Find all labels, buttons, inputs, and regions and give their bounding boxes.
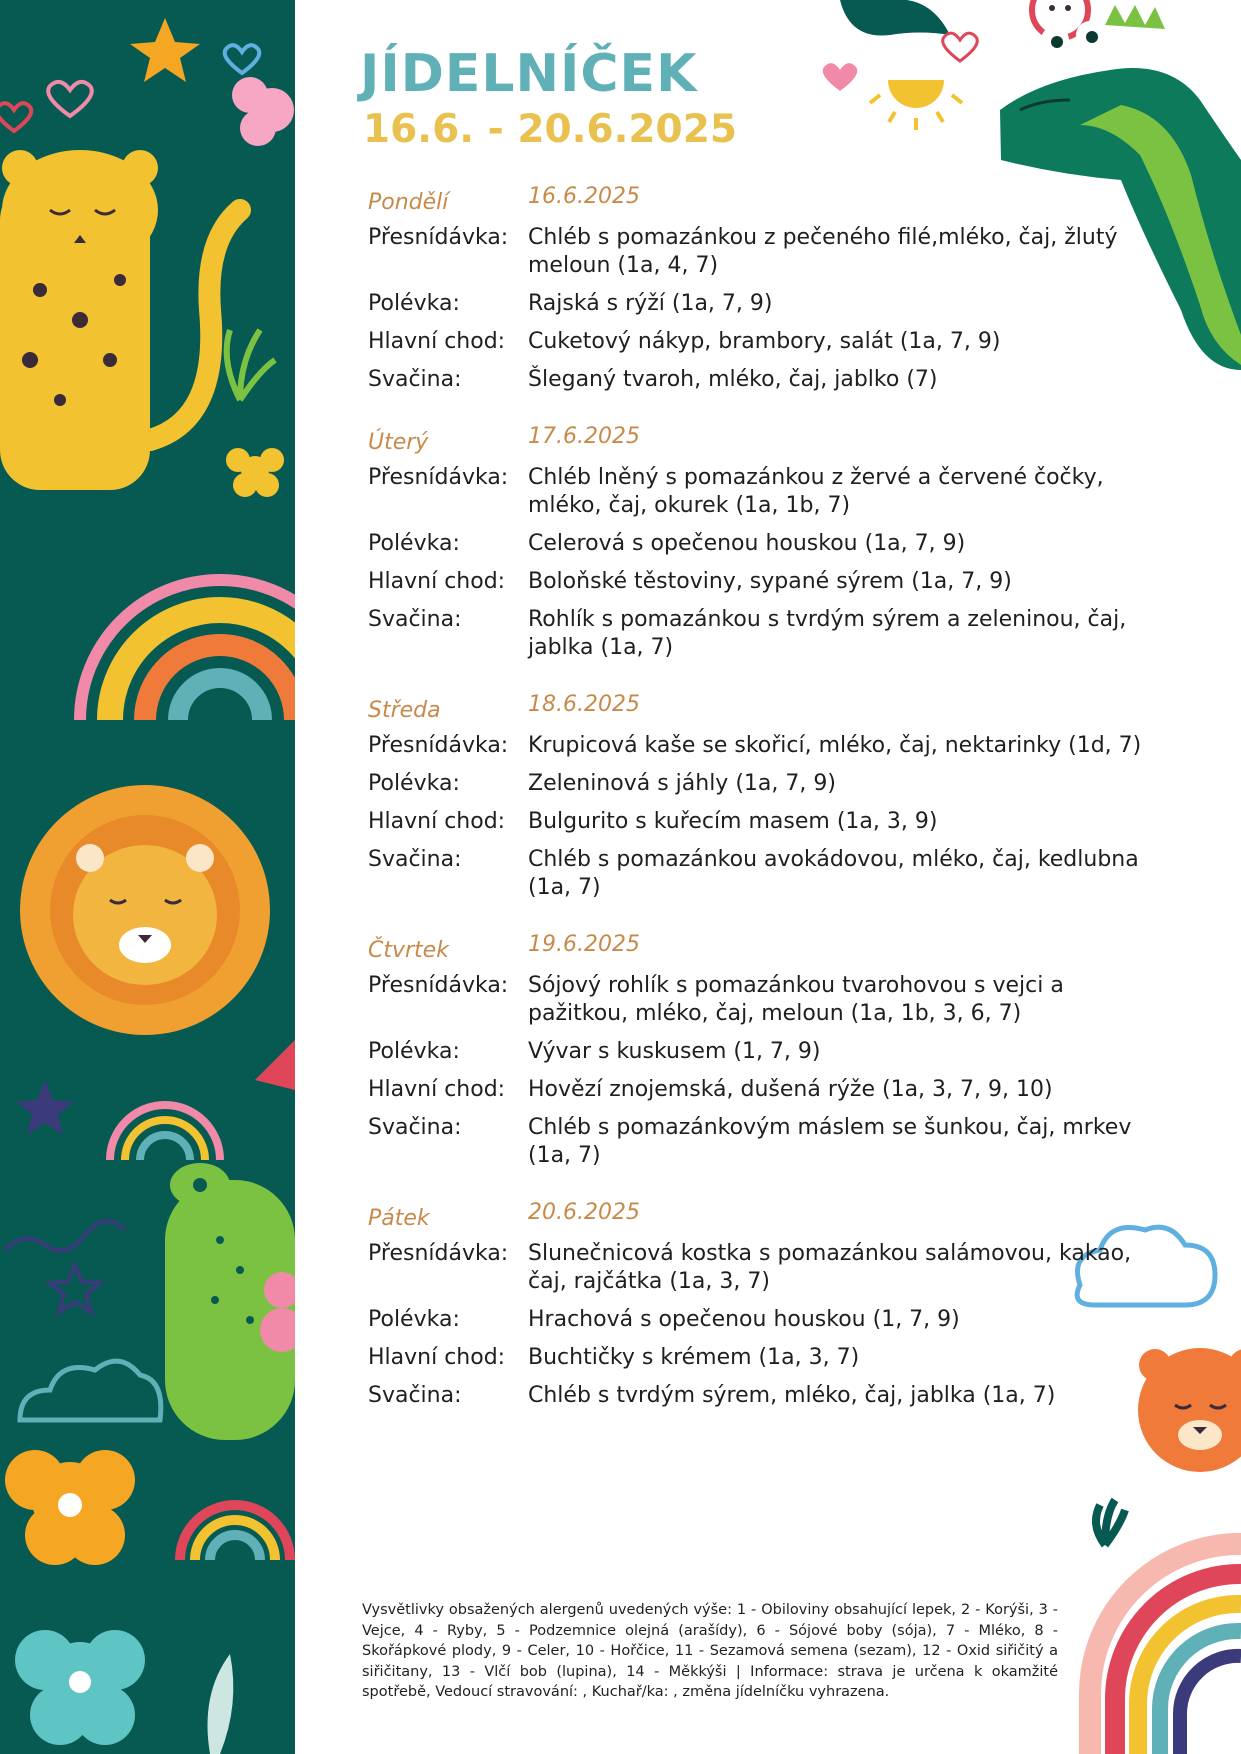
sun-icon (870, 80, 962, 130)
meal-description: Chléb lněný s pomazánkou z žervé a červené čočky, mléko, čaj, okurek (1a, 1b, 7) (528, 465, 1104, 518)
day-name: Čtvrtek (368, 938, 449, 963)
meal-row (368, 732, 1168, 760)
meal-description: Celerová s opečenou houskou (1a, 7, 9) (528, 531, 966, 556)
meal-row (368, 1344, 1168, 1372)
flower-icon (15, 1630, 145, 1745)
meal-label: Polévka: (368, 1039, 460, 1064)
cloud-icon (20, 1361, 161, 1420)
meal-description: Šleganý tvaroh, mléko, čaj, jablko (7) (528, 367, 938, 392)
left-decorative-strip (0, 0, 295, 1754)
day-section (368, 180, 1168, 394)
meal-description: Krupicová kaše se skořicí, mléko, čaj, nektarinky (1d, 7) (528, 733, 1142, 758)
day-header (368, 180, 1168, 224)
day-header (368, 1196, 1168, 1240)
strip-illustrations (0, 0, 295, 1754)
heart-icon (0, 45, 259, 131)
meal-row (368, 568, 1168, 596)
meal-row (368, 1240, 1168, 1296)
day-section (368, 420, 1168, 662)
meal-label: Hlavní chod: (368, 329, 506, 354)
day-date: 19.6.2025 (528, 932, 640, 957)
day-header (368, 688, 1168, 732)
day-section (368, 688, 1168, 902)
meal-row (368, 1076, 1168, 1104)
meal-row (368, 1038, 1168, 1066)
meal-description: Bulgurito s kuřecím masem (1a, 3, 9) (528, 809, 938, 834)
day-name: Úterý (368, 430, 429, 455)
meal-row (368, 1114, 1168, 1170)
meal-label: Přesnídávka: (368, 1241, 509, 1266)
meal-row (368, 972, 1168, 1028)
plant-icon (1096, 1500, 1125, 1545)
day-section (368, 1196, 1168, 1410)
meal-description: Buchtičky s krémem (1a, 3, 7) (528, 1345, 860, 1370)
meal-description: Sójový rohlík s pomazánkou tvarohovou s vejci a pažitkou, mléko, čaj, meloun (1a, 1b, 3, 6, 7) (528, 973, 1064, 1026)
meal-label: Přesnídávka: (368, 225, 509, 250)
allergen-footnote: Vysvětlivky obsažených alergenů uvedených výše: 1 - Obiloviny obsahující lepek, 2 - Korýši, 3 - Vejce, 4 - Ryby, 5 - Podzemnice olejná (arašídy), 6 - Sójové boby (sója), 7 - Mléko, 8 - Skořápkové plody, 9 - Celer, 10 - Hořčice, 11 - Sezamová semena (sezam), 12 - Oxid siřičitý a siřičitany, 13 - Vlčí bob (lupina), 14 - Měkkýši | Informace: strava je určena k okamžité spotřebě, Vedoucí stravování: , Kuchař/ka: , změna jídelníčku vyhrazena. (362, 1602, 1058, 1700)
meal-row (368, 290, 1168, 318)
lion-illustration (20, 785, 270, 1035)
day-date: 18.6.2025 (528, 692, 640, 717)
meal-description: Chléb s pomazánkou avokádovou, mléko, čaj, kedlubna (1a, 7) (528, 847, 1139, 900)
meal-row (368, 1382, 1168, 1410)
leaf-icon (840, 0, 950, 36)
leaf-icon (208, 1654, 234, 1754)
meal-label: Přesnídávka: (368, 973, 509, 998)
meal-label: Přesnídávka: (368, 465, 509, 490)
meal-label: Hlavní chod: (368, 1077, 506, 1102)
flower-icon (232, 77, 294, 146)
day-name: Pondělí (368, 190, 449, 215)
meal-row (368, 808, 1168, 836)
meal-label: Svačina: (368, 1115, 462, 1140)
meal-label: Svačina: (368, 847, 462, 872)
weekly-menu (368, 180, 1168, 1436)
meal-row (368, 464, 1168, 520)
meal-description: Boloňské těstoviny, sypané sýrem (1a, 7, 9) (528, 569, 1012, 594)
meal-label: Polévka: (368, 1307, 460, 1332)
meal-label: Svačina: (368, 607, 462, 632)
rainbow-icon (1090, 1544, 1241, 1754)
rainbow-icon (110, 1105, 220, 1160)
meal-row (368, 366, 1168, 394)
meal-row (368, 224, 1168, 280)
meal-label: Polévka: (368, 771, 460, 796)
rainbow-icon (180, 1505, 290, 1560)
page-title: JÍDELNÍČEK (360, 44, 698, 104)
rainbow-icon (80, 580, 295, 720)
day-date: 17.6.2025 (528, 424, 640, 449)
meal-row (368, 1306, 1168, 1334)
meal-label: Svačina: (368, 1383, 462, 1408)
day-header (368, 420, 1168, 464)
meal-label: Hlavní chod: (368, 1345, 506, 1370)
plant-icon (227, 330, 275, 400)
star-icon (130, 18, 200, 82)
leopard-illustration (0, 150, 240, 490)
meal-label: Přesnídávka: (368, 733, 509, 758)
meal-description: Rohlík s pomazánkou s tvrdým sýrem a zeleninou, čaj, jablka (1a, 7) (528, 607, 1127, 660)
star-icon (16, 1080, 100, 1312)
meal-row (368, 530, 1168, 558)
day-name: Pátek (368, 1206, 430, 1231)
meal-description: Hovězí znojemská, dušená rýže (1a, 3, 7, 9, 10) (528, 1077, 1053, 1102)
flower-icon (5, 1450, 135, 1565)
meal-label: Svačina: (368, 367, 462, 392)
meal-label: Hlavní chod: (368, 569, 506, 594)
date-range: 16.6. - 20.6.2025 (363, 107, 737, 152)
meal-description: Chléb s pomazánkovým máslem se šunkou, čaj, mrkev (1a, 7) (528, 1115, 1132, 1168)
day-name: Středa (368, 698, 441, 723)
meal-description: Chléb s pomazánkou z pečeného filé,mléko, čaj, žlutý meloun (1a, 4, 7) (528, 225, 1118, 278)
meal-row (368, 328, 1168, 356)
meal-label: Polévka: (368, 531, 460, 556)
meal-row (368, 770, 1168, 798)
meal-description: Rajská s rýží (1a, 7, 9) (528, 291, 773, 316)
meal-description: Hrachová s opečenou houskou (1, 7, 9) (528, 1307, 960, 1332)
meal-description: Slunečnicová kostka s pomazánkou salámovou, kakao, čaj, rajčátka (1a, 3, 7) (528, 1241, 1132, 1294)
meal-description: Chléb s tvrdým sýrem, mléko, čaj, jablka (1a, 7) (528, 1383, 1056, 1408)
meal-row (368, 606, 1168, 662)
meal-label: Hlavní chod: (368, 809, 506, 834)
watermelon-icon (255, 1040, 295, 1090)
day-header (368, 928, 1168, 972)
meal-row (368, 846, 1168, 902)
meal-description: Zeleninová s jáhly (1a, 7, 9) (528, 771, 836, 796)
day-date: 20.6.2025 (528, 1200, 640, 1225)
day-date: 16.6.2025 (528, 184, 640, 209)
meal-label: Polévka: (368, 291, 460, 316)
meal-description: Vývar s kuskusem (1, 7, 9) (528, 1039, 821, 1064)
meal-description: Cuketový nákyp, brambory, salát (1a, 7, 9) (528, 329, 1001, 354)
summer-lettering (5, 1221, 125, 1251)
flower-icon (226, 448, 284, 497)
day-section (368, 928, 1168, 1170)
